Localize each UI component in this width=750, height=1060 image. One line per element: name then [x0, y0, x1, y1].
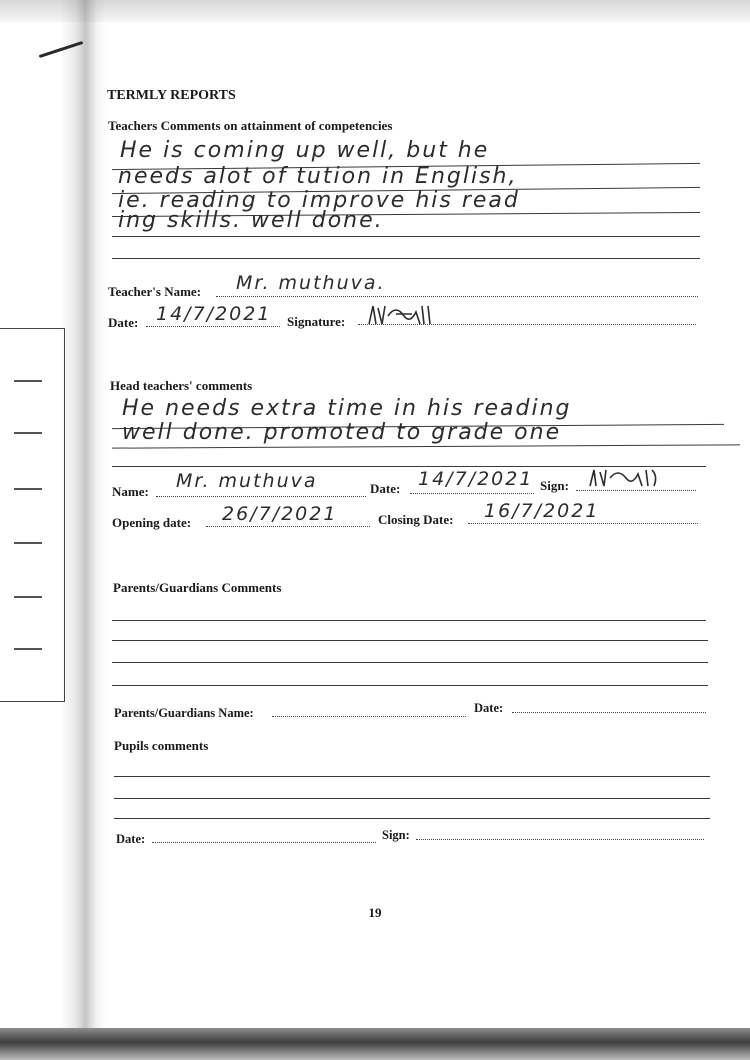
side-tick	[14, 542, 42, 544]
comment-rule	[112, 685, 708, 686]
comment-rule	[114, 818, 710, 819]
parents-name-label: Parents/Guardians Name:	[114, 706, 254, 720]
opening-date-value: 26/7/2021	[222, 503, 338, 525]
scan-binding-shadow	[60, 0, 106, 1060]
comment-rule	[114, 776, 710, 777]
side-margin-box	[0, 328, 65, 702]
head-teacher-sign-field	[576, 490, 696, 491]
pupils-sign-label: Sign:	[382, 828, 410, 842]
teacher-comment-line: He is coming up well, but he	[120, 138, 490, 163]
teacher-comments-title: Teachers Comments on attainment of competencies	[108, 118, 393, 133]
closing-date-field	[468, 523, 698, 524]
comment-rule	[112, 236, 700, 237]
teacher-date-value: 14/7/2021	[156, 303, 272, 325]
side-tick	[14, 432, 42, 434]
pupils-date-label: Date:	[116, 832, 146, 846]
teacher-date-label: Date:	[108, 315, 139, 330]
teacher-name-value: Mr. muthuva.	[236, 272, 386, 294]
pupils-date-field	[152, 842, 376, 843]
teacher-name-label: Teacher's Name:	[108, 284, 202, 299]
teacher-date-field	[146, 326, 280, 327]
head-teacher-signature-image	[586, 466, 662, 490]
head-teacher-date-value: 14/7/2021	[418, 468, 534, 490]
scan-top-edge	[0, 0, 750, 22]
teacher-signature-label: Signature:	[287, 314, 346, 329]
head-teacher-date-field	[410, 493, 534, 494]
head-teacher-name-label: Name:	[112, 484, 149, 499]
head-teacher-sign-label: Sign:	[540, 478, 569, 493]
parents-comments-title: Parents/Guardians Comments	[113, 580, 282, 595]
side-tick	[14, 488, 42, 490]
opening-date-field	[206, 526, 370, 527]
comment-rule	[114, 798, 710, 799]
head-teacher-name-value: Mr. muthuva	[176, 470, 318, 492]
closing-date-label: Closing Date:	[378, 512, 454, 527]
teacher-comment-line: needs alot of tution in English,	[118, 164, 518, 189]
comment-rule	[112, 640, 708, 641]
head-teacher-comments-title: Head teachers' comments	[110, 378, 253, 393]
head-teacher-comment-line: well done. promoted to grade one	[122, 420, 562, 445]
comment-rule	[112, 620, 706, 621]
side-tick	[14, 596, 42, 598]
pupils-sign-field	[416, 839, 704, 840]
parents-date-field	[512, 712, 706, 713]
page-number: 19	[368, 905, 382, 920]
teacher-name-field	[216, 296, 698, 297]
opening-date-label: Opening date:	[112, 515, 192, 530]
head-teacher-comment-line: He needs extra time in his reading	[122, 396, 572, 421]
head-teacher-name-field	[156, 496, 366, 497]
comment-rule	[112, 258, 700, 259]
comment-rule	[112, 662, 708, 663]
pupils-comments-title: Pupils comments	[114, 738, 209, 753]
closing-date-value: 16/7/2021	[484, 500, 600, 522]
parents-date-label: Date:	[474, 701, 504, 715]
parents-name-field	[272, 716, 466, 717]
scan-bottom-edge	[0, 1028, 750, 1060]
side-tick	[14, 648, 42, 650]
page-heading: TERMLY REPORTS	[107, 88, 236, 103]
head-teacher-date-label: Date:	[370, 481, 401, 496]
side-tick	[14, 380, 42, 382]
teacher-comment-line: ing skills. well done.	[118, 208, 384, 233]
teacher-comment-line: ie. reading to improve his read	[118, 188, 520, 213]
teacher-signature-image	[366, 302, 442, 328]
